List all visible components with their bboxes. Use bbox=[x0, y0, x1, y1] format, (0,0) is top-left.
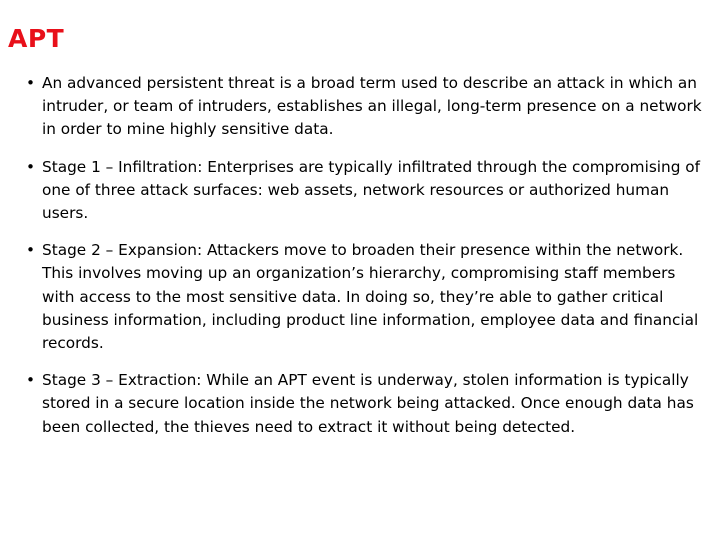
bullet-marker: • bbox=[26, 74, 36, 92]
bullet-text-2: Stage 1 – Infiltration: Enterprises are typically infiltrated through the compromising of one of three attack surfaces: web assets, network resources or authorized human users. bbox=[42, 157, 701, 223]
bullet-marker: • bbox=[26, 241, 36, 260]
bullet-item-1 bbox=[26, 72, 710, 142]
bullet-text-1: An advanced persistent threat is a broad term used to describe an attack in which an intruder, or team of intruders, establishes an illegal, long-term presence on a network in order to mine highly sensitive data. bbox=[42, 74, 702, 139]
bullet-item-2 bbox=[26, 156, 710, 226]
bullet-marker: • bbox=[26, 371, 36, 390]
bullet-item-4 bbox=[26, 369, 710, 439]
bullet-text-4: Stage 3 – Extraction: While an APT event is underway, stolen information is typically stored in a secure location inside the network being attacked. Once enough data has been collected, the thieves need to extract it without being detected. bbox=[42, 371, 694, 436]
bullet-text-3: Stage 2 – Expansion: Attackers move to broaden their presence within the network. This involves moving up an organization’s hierarchy, compromising staff members with access to the most sensitive data. In doing so, they’re able to gather critical business information, including product line information, employee data and financial records. bbox=[42, 241, 699, 353]
bullet-item-3 bbox=[26, 239, 710, 355]
bullet-marker: • bbox=[26, 157, 36, 176]
bullet-list bbox=[26, 72, 710, 453]
slide-title: APT bbox=[8, 24, 65, 53]
